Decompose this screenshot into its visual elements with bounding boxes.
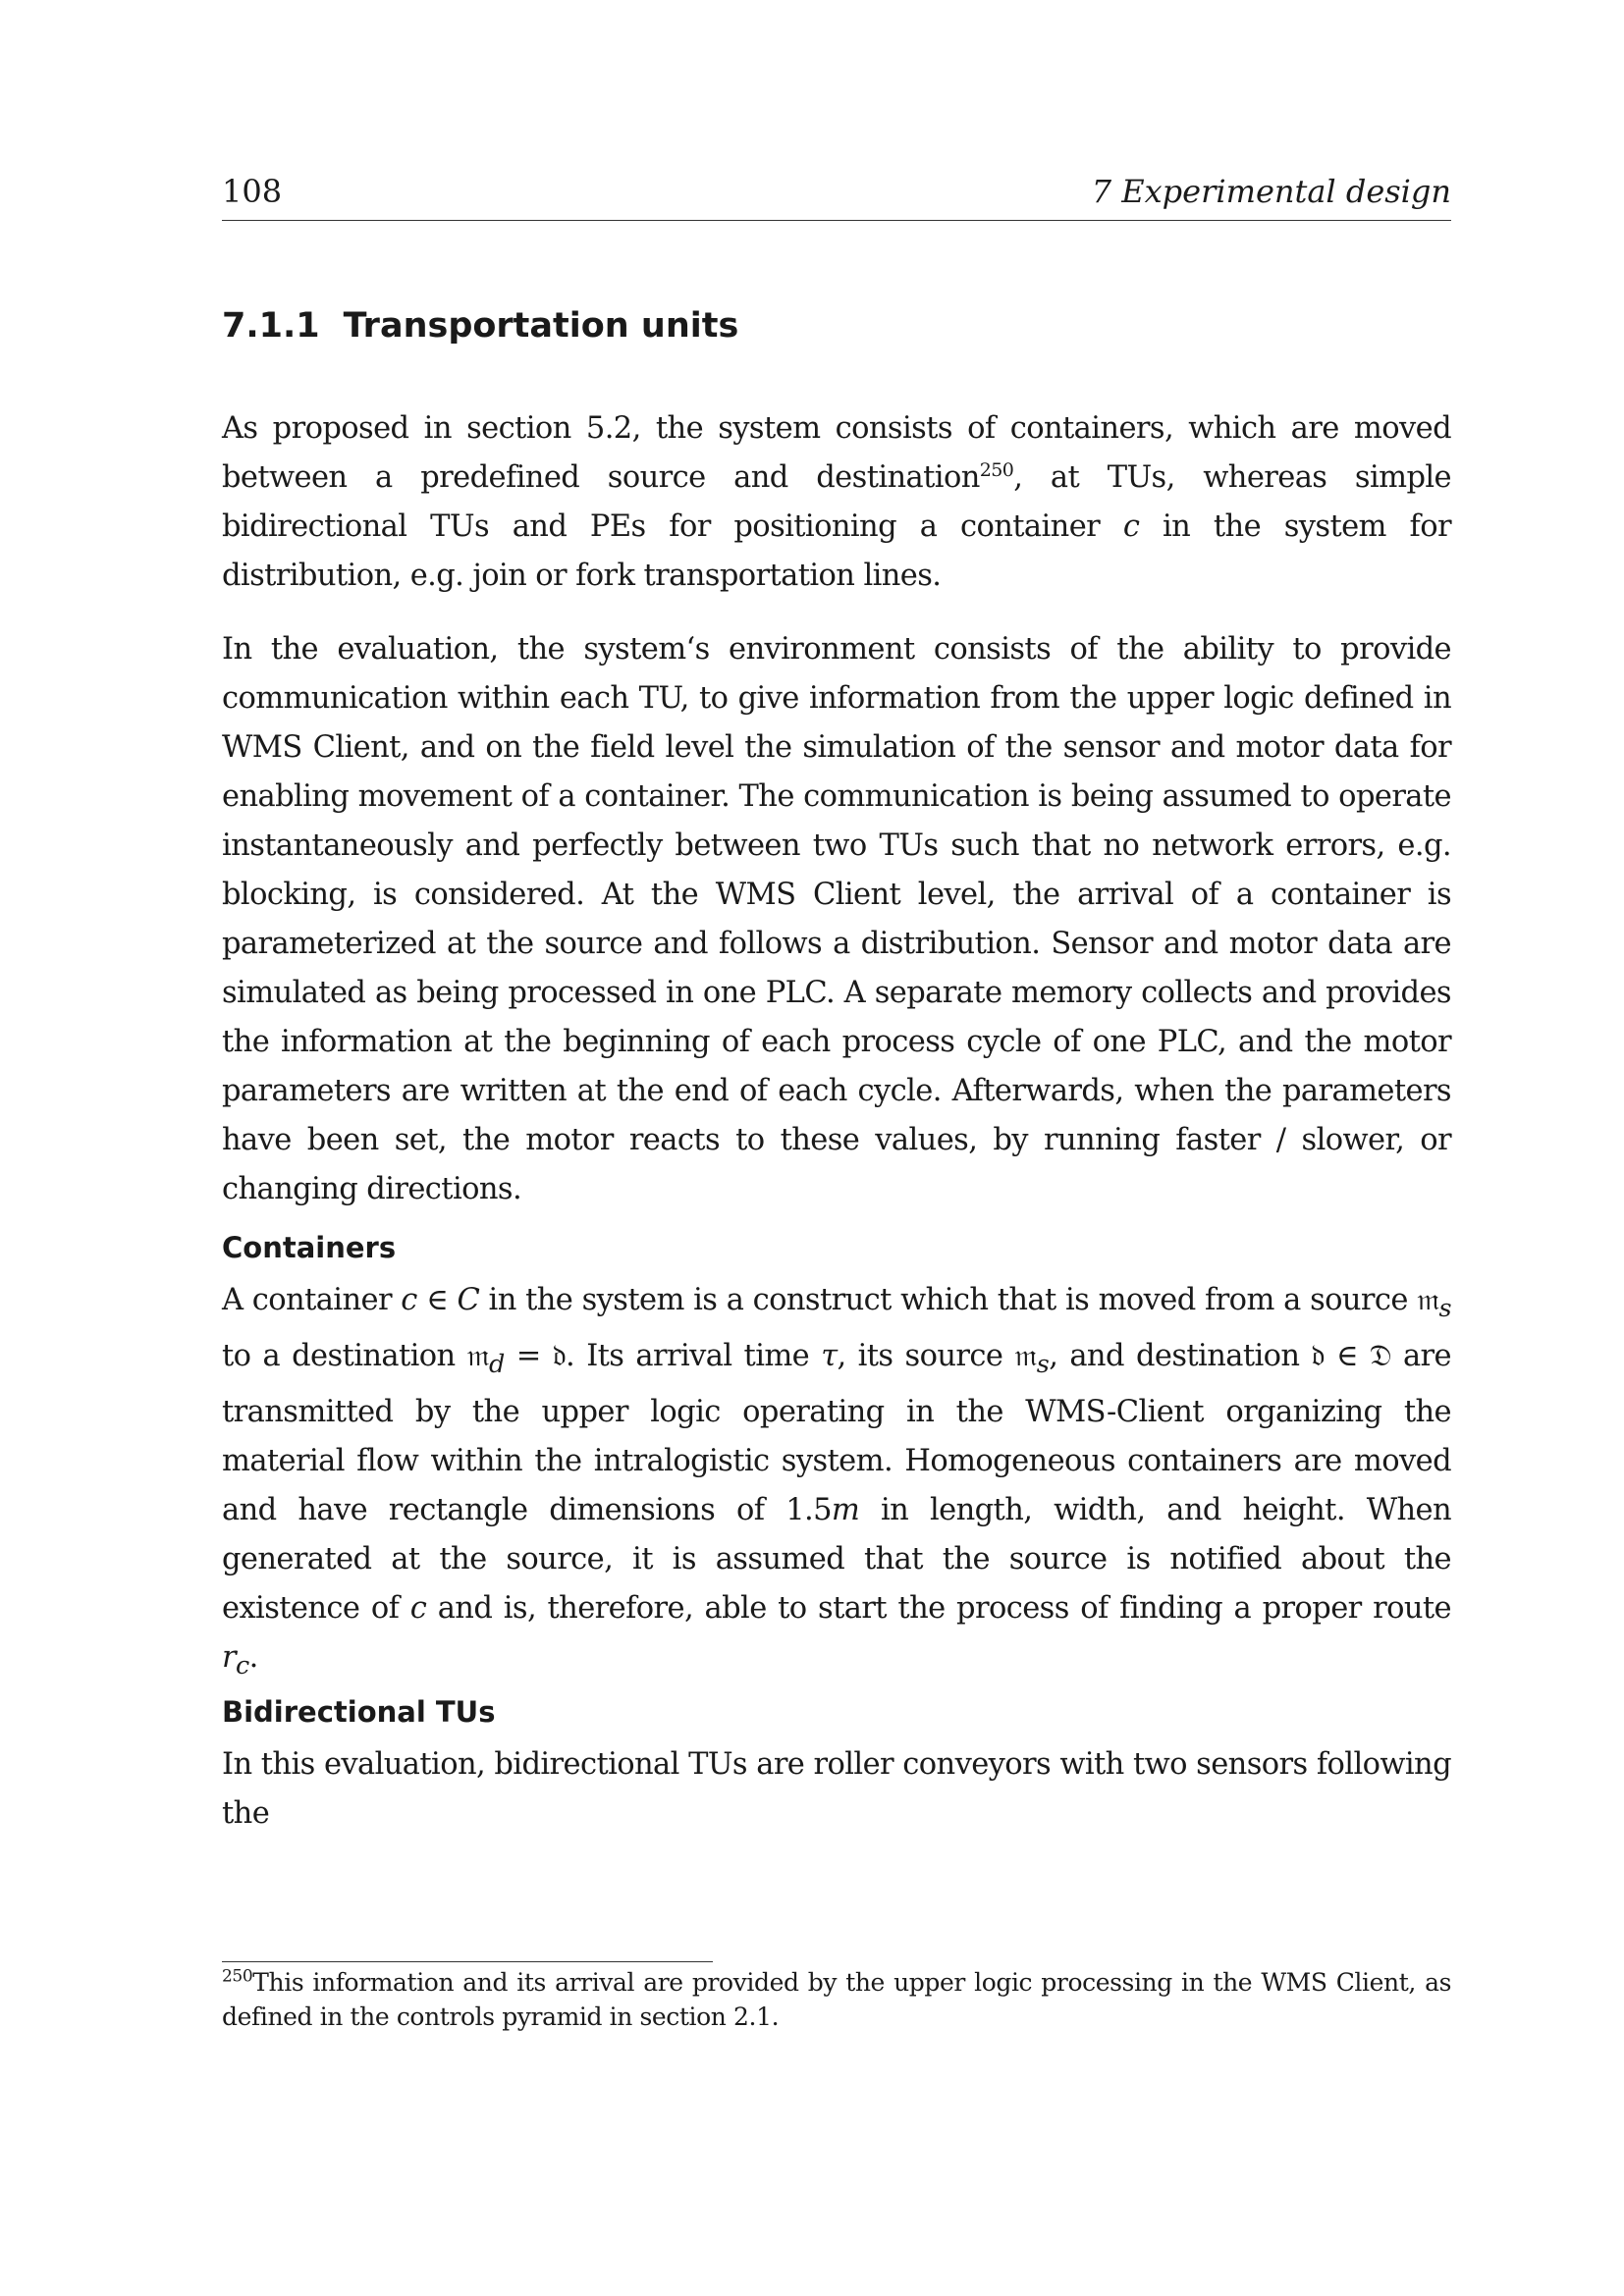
text-run: are transmitted by the upper logic operating in the WMS-Client organizing the material flow within the intralogistic system. Homogeneous containers are moved and have rectangle dimensions of 1.5 — [222, 1339, 1451, 1528]
chapter-title: 7 Experimental design — [1091, 173, 1451, 210]
containers-heading: Containers — [222, 1231, 397, 1264]
section-number: 7.1.1 — [222, 306, 320, 346]
text-run: As proposed in section 5.2, the system consists of containers, which are moved between a predefined source and destination — [222, 411, 1451, 495]
running-header — [222, 173, 1451, 221]
math: 𝔪 — [466, 1339, 490, 1374]
math-sub: s — [1036, 1349, 1050, 1379]
math-sub: d — [489, 1349, 505, 1379]
bidirectional-heading: Bidirectional TUs — [222, 1695, 496, 1729]
text-run: A container — [222, 1283, 402, 1317]
footnote-text: This information and its arrival are provided by the upper logic processing in the WMS Client, as defined in the controls pyramid in section 2.1. — [222, 1968, 1451, 2031]
text-run: and is, therefore, able to start the process of finding a proper route — [426, 1591, 1452, 1627]
math: m — [831, 1493, 860, 1528]
math-sub: c — [235, 1650, 249, 1681]
text-run: . Its arrival time — [566, 1339, 822, 1374]
containers-paragraph — [222, 1276, 1451, 1689]
section-heading — [222, 306, 738, 346]
text-run: , at TUs, whereas simple bidirectional TUs and PEs for positioning a container — [222, 460, 1451, 544]
footnote — [222, 1965, 1451, 2034]
intro-paragraph-2: In the evaluation, the system‘s environment consists of the ability to provide communication within each TU, to give information from the upper logic defined in WMS Client, and on the field level the simulation of the sensor and motor data for enabling movement of a container. The communication is being assumed to operate instantaneously and perfectly between two TUs such that no network errors, e.g. blocking, is considered. At the WMS Client level, the arrival of a container is parameterized at the source and follows a distribution. Sensor and motor data are simulated as being processed in one PLC. A separate memory collects and provides the information at the beginning of each process cycle of one PLC, and the motor parameters are written at the end of each cycle. Afterwards, when the parameters have been set, the motor reacts to these values, by running faster / slower, or changing directions. — [222, 632, 1451, 1206]
math: 𝔪 — [1417, 1283, 1439, 1317]
math: = 𝔡 — [504, 1339, 567, 1374]
text-run: in the system for distribution, e.g. join or fork transportation lines. — [222, 509, 1451, 593]
footnote-ref[interactable]: 250 — [979, 458, 1014, 481]
text-run: , and destination — [1049, 1339, 1312, 1374]
math: c ∈ C — [401, 1283, 480, 1317]
math: τ — [821, 1339, 838, 1374]
text-run: . — [248, 1640, 258, 1676]
text-run: in the system is a construct which that is moved from a source — [479, 1283, 1418, 1317]
intro-paragraph-1 — [222, 404, 1451, 601]
section-title: Transportation units — [343, 306, 739, 346]
math-var: c — [1122, 509, 1140, 544]
page-number: 108 — [222, 173, 283, 210]
bidirectional-paragraph: In this evaluation, bidirectional TUs are roller conveyors with two sensors following the — [222, 1747, 1451, 1831]
text-run: in length, width, and height. When generated at the source, it is assumed that the source is notified about the existence of — [222, 1493, 1451, 1627]
footnote-number: 250 — [222, 1966, 253, 1987]
footnote-divider — [222, 1961, 713, 1962]
math: r — [222, 1640, 236, 1676]
math-sub: s — [1438, 1293, 1451, 1323]
text-run: , its source — [837, 1339, 1015, 1374]
math: 𝔪 — [1014, 1339, 1037, 1374]
math: c — [409, 1591, 427, 1627]
text-run: to a destination — [222, 1339, 467, 1374]
math: 𝔡 ∈ 𝔇 — [1311, 1339, 1391, 1374]
